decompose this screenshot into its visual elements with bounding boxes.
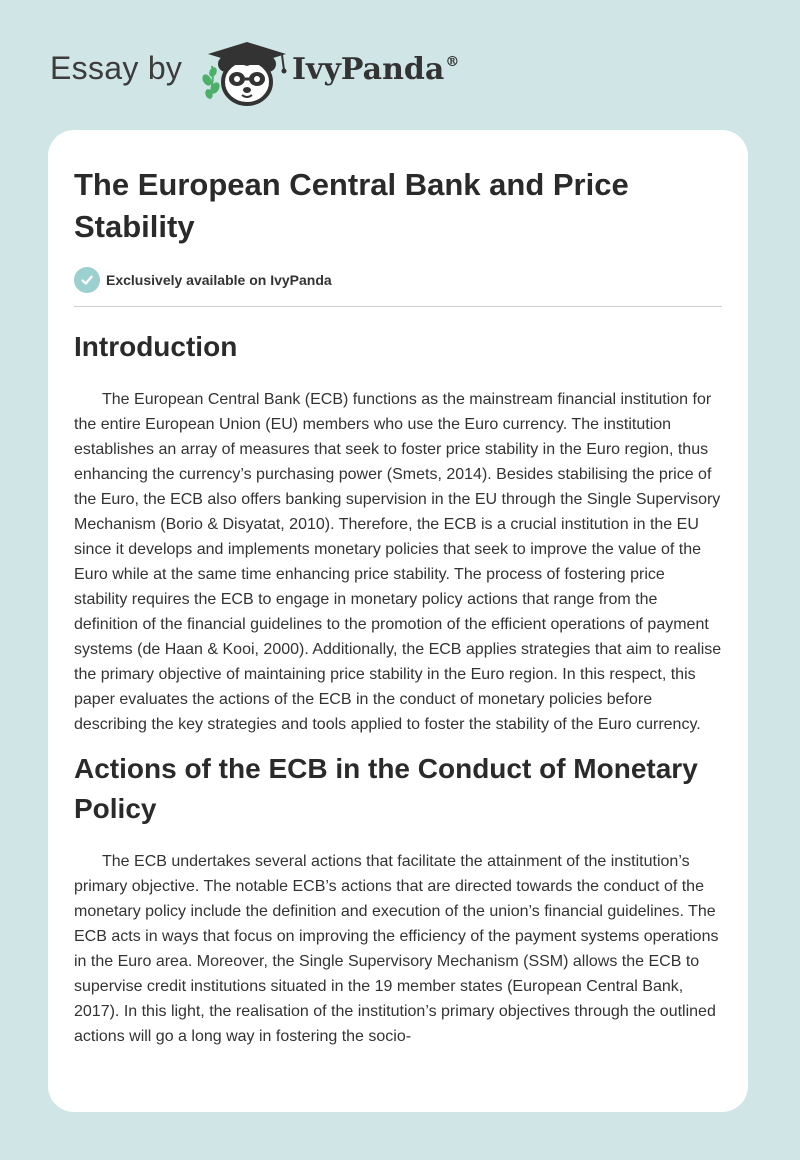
- ivypanda-logo-text[interactable]: [292, 52, 459, 87]
- site-header: [0, 0, 800, 130]
- essay-content: [74, 164, 722, 1049]
- section-heading-actions: Actions of the ECB in the Conduct of Monetary Policy: [74, 753, 698, 824]
- exclusive-label: Exclusively available on IvyPanda: [106, 272, 332, 288]
- registered-mark: ®: [445, 54, 460, 70]
- brand-name-text: IvyPanda: [292, 52, 445, 87]
- exclusive-badge: [74, 266, 722, 294]
- section-heading-introduction: Introduction: [74, 331, 238, 362]
- section-paragraph-actions: The ECB undertakes several actions that facilitate the attainment of the institution’s primary objective. The notable ECB’s actions that are directed towards the conduct of the monetary policy include the definition and execution of the union’s financial guidelines. The ECB acts in ways that focus on improving the efficiency of the payment systems operations in the Euro area. Moreover, the Single Supervisory Mechanism (SSM) allows the ECB to supervise credit institutions situated in the 19 member states (European Central Bank, 2017). In this light, the realisation of the institution’s primary objectives through the outlined actions will go a long way in fostering the socio-: [74, 853, 719, 1045]
- panda-graduate-icon[interactable]: [200, 36, 292, 108]
- title-divider: [74, 306, 722, 307]
- essay-title: The European Central Bank and Price Stability: [74, 167, 629, 244]
- check-circle-icon: [74, 267, 100, 293]
- essay-card: [48, 130, 748, 1112]
- section-paragraph-introduction: The European Central Bank (ECB) functions as the mainstream financial institution for the entire European Union (EU) members who use the Euro currency. The institution establishes an array of measures that seek to foster price stability in the Euro region, thus enhancing the currency’s purchasing power (Smets, 2014). Besides stabilising the price of the Euro, the ECB also offers banking supervision in the EU through the Single Supervisory Mechanism (Borio & Disyatat, 2010). Therefore, the ECB is a crucial institution in the EU since it develops and implements monetary policies that seek to improve the value of the Euro while at the same time enhancing price stability. The process of fostering price stability requires the ECB to engage in monetary policy actions that range from the definition of the financial guidelines to the promotion of the efficient operations of payment systems (de Haan & Kooi, 2000). Additionally, the ECB applies strategies that aim to realise the primary objective of maintaining price stability in the Euro region. In this respect, this paper evaluates the actions of the ECB in the conduct of monetary policies before describing the key strategies and tools applied to foster the stability of the Euro currency.: [74, 391, 722, 733]
- essay-by-label: Essay by: [50, 50, 183, 86]
